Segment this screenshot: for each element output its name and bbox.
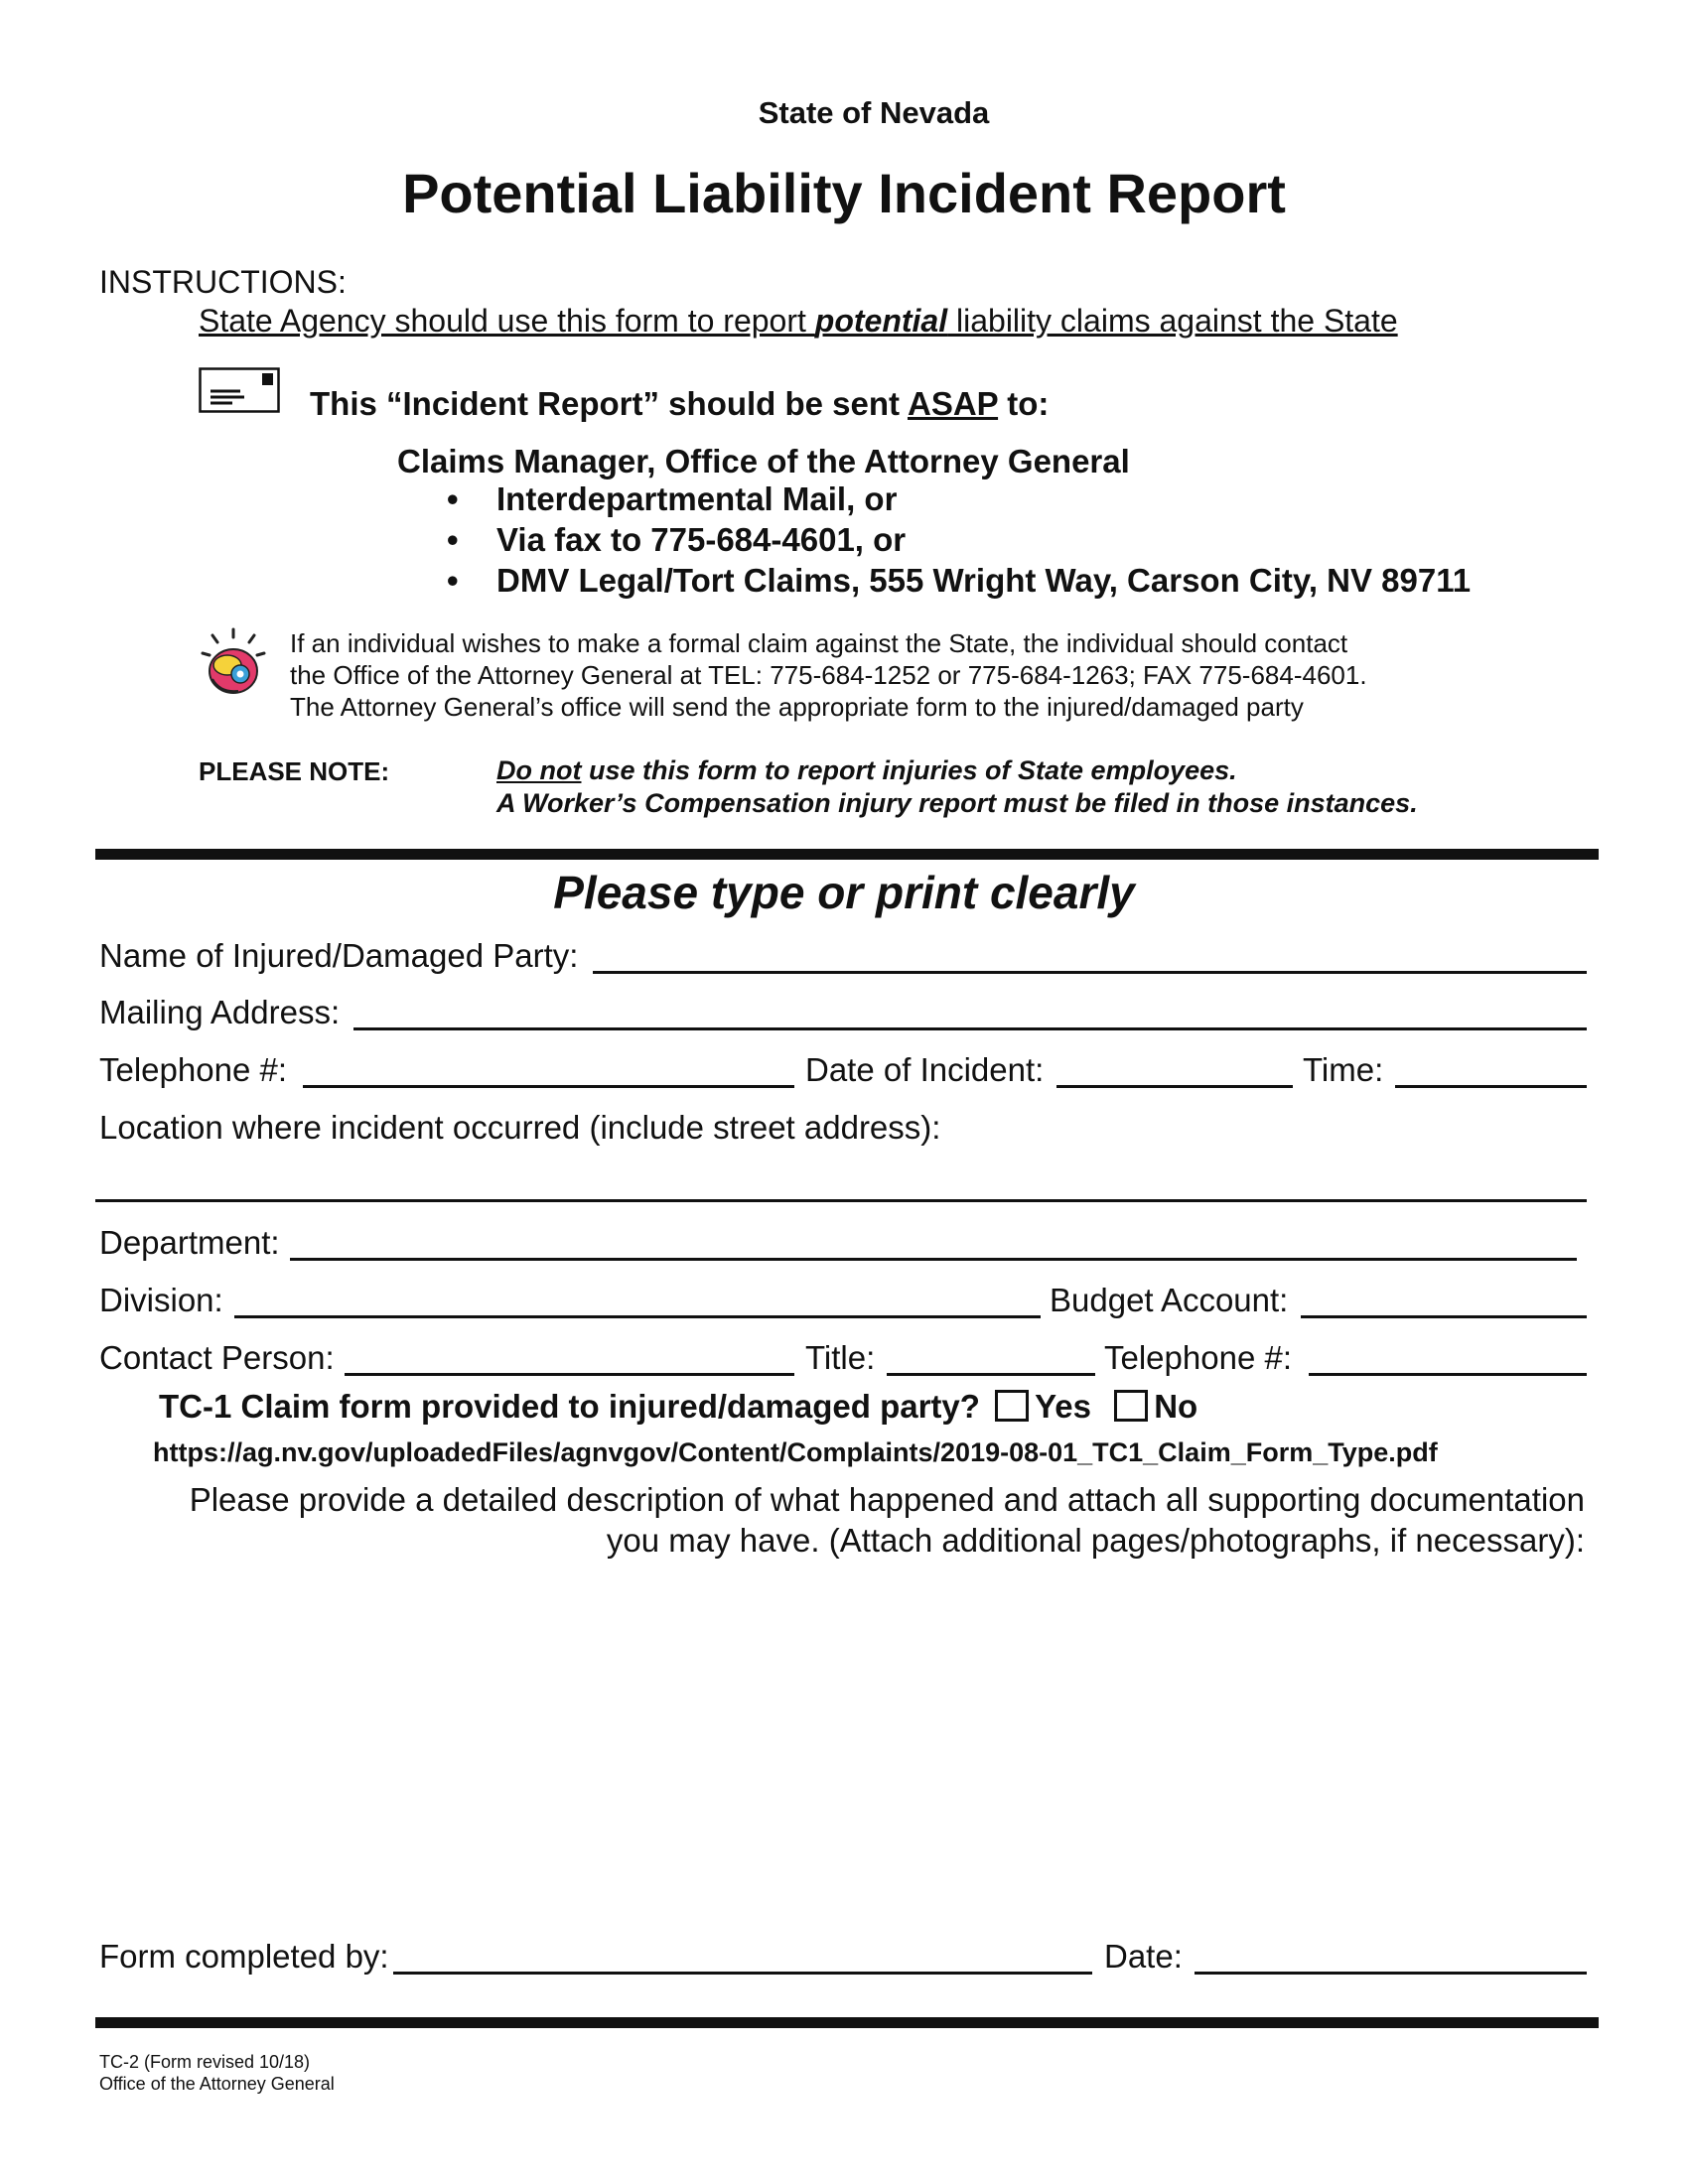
description-area[interactable] — [95, 1569, 1587, 1926]
list-item: • Via fax to 775-684-4601, or — [439, 521, 1471, 562]
budget-account-field[interactable] — [1301, 1315, 1587, 1318]
tc1-question-row — [159, 1388, 1197, 1426]
department-label: Department: — [99, 1224, 280, 1261]
form-heading: Please type or print clearly — [553, 867, 1135, 918]
yes-label: Yes — [1035, 1388, 1092, 1425]
tc1-form-link[interactable]: https://ag.nv.gov/uploadedFiles/agnvgov/Content/Complaints/2019-08-01_TC1_Claim_Form_Type.pdf — [153, 1437, 1438, 1467]
footer-office: Office of the Attorney General — [99, 2074, 335, 2094]
envelope-icon — [199, 367, 280, 413]
contact-person-field[interactable] — [345, 1373, 794, 1376]
title-field[interactable] — [887, 1373, 1095, 1376]
footer — [99, 2051, 335, 2095]
completed-by-label: Form completed by: — [99, 1938, 389, 1975]
budget-account-label: Budget Account: — [1050, 1282, 1289, 1318]
completed-by-field[interactable] — [393, 1972, 1092, 1975]
claims-manager: Claims Manager, Office of the Attorney General — [397, 443, 1130, 479]
date-of-incident-label: Date of Incident: — [805, 1051, 1045, 1088]
telephone-icon — [199, 627, 268, 699]
contact-telephone-field[interactable] — [1309, 1373, 1587, 1376]
telephone-label: Telephone #: — [99, 1051, 287, 1088]
tc1-question: TC-1 Claim form provided to injured/damaged party? — [159, 1388, 980, 1425]
no-label: No — [1154, 1388, 1198, 1425]
instructions-text: State Agency should use this form to report potential liability claims against the State — [199, 303, 1398, 339]
division-label: Division: — [99, 1282, 223, 1318]
time-field[interactable] — [1395, 1085, 1587, 1088]
page-title: Potential Liability Incident Report — [402, 162, 1286, 224]
instructions-label: INSTRUCTIONS: — [99, 264, 347, 300]
no-checkbox[interactable] — [1114, 1390, 1148, 1422]
mailing-address-label: Mailing Address: — [99, 994, 341, 1030]
division-field[interactable] — [234, 1315, 1041, 1318]
note-text: Do not use this form to report injuries of State employees. A Worker’s Compensation injury report must be filed in those instances. — [496, 755, 1418, 818]
send-instruction: This “Incident Report” should be sent ASAP to: — [310, 385, 1050, 422]
state-heading: State of Nevada — [758, 95, 990, 130]
divider — [95, 849, 1599, 860]
location-label: Location where incident occurred (include street address): — [99, 1109, 941, 1146]
divider — [95, 2017, 1599, 2028]
mailing-address-field[interactable] — [353, 1027, 1587, 1030]
date-of-incident-field[interactable] — [1056, 1085, 1293, 1088]
formal-claim-info: If an individual wishes to make a formal claim against the State, the individual should contact the Office of the Attorney General at TEL: 775-684-1252 or 775-684-1263; FAX 775-684-4601. The Attorney General’s office will send the appropriate form to the injured/damaged party — [290, 628, 1367, 722]
contact-telephone-label: Telephone #: — [1104, 1339, 1292, 1376]
contact-person-label: Contact Person: — [99, 1339, 335, 1376]
injured-party-field[interactable] — [593, 971, 1587, 974]
note-label: PLEASE NOTE: — [199, 756, 390, 786]
form-id: TC-2 (Form revised 10/18) — [99, 2052, 311, 2072]
yes-checkbox[interactable] — [995, 1390, 1029, 1422]
location-field[interactable] — [95, 1199, 1587, 1202]
date-field[interactable] — [1195, 1972, 1587, 1975]
telephone-field[interactable] — [303, 1085, 794, 1088]
list-item: • Interdepartmental Mail, or — [439, 480, 1471, 521]
title-label: Title: — [805, 1339, 876, 1376]
injured-party-label: Name of Injured/Damaged Party: — [99, 937, 579, 974]
description-instructions: Please provide a detailed description of what happened and attach all supporting documentation you may have. (Attach additional pages/photographs, if necessary): — [189, 1481, 1585, 1559]
list-item: • DMV Legal/Tort Claims, 555 Wright Way, Carson City, NV 89711 — [439, 562, 1471, 603]
delivery-options — [439, 480, 1471, 603]
time-label: Time: — [1303, 1051, 1384, 1088]
date-label: Date: — [1104, 1938, 1183, 1975]
department-field[interactable] — [290, 1258, 1577, 1261]
